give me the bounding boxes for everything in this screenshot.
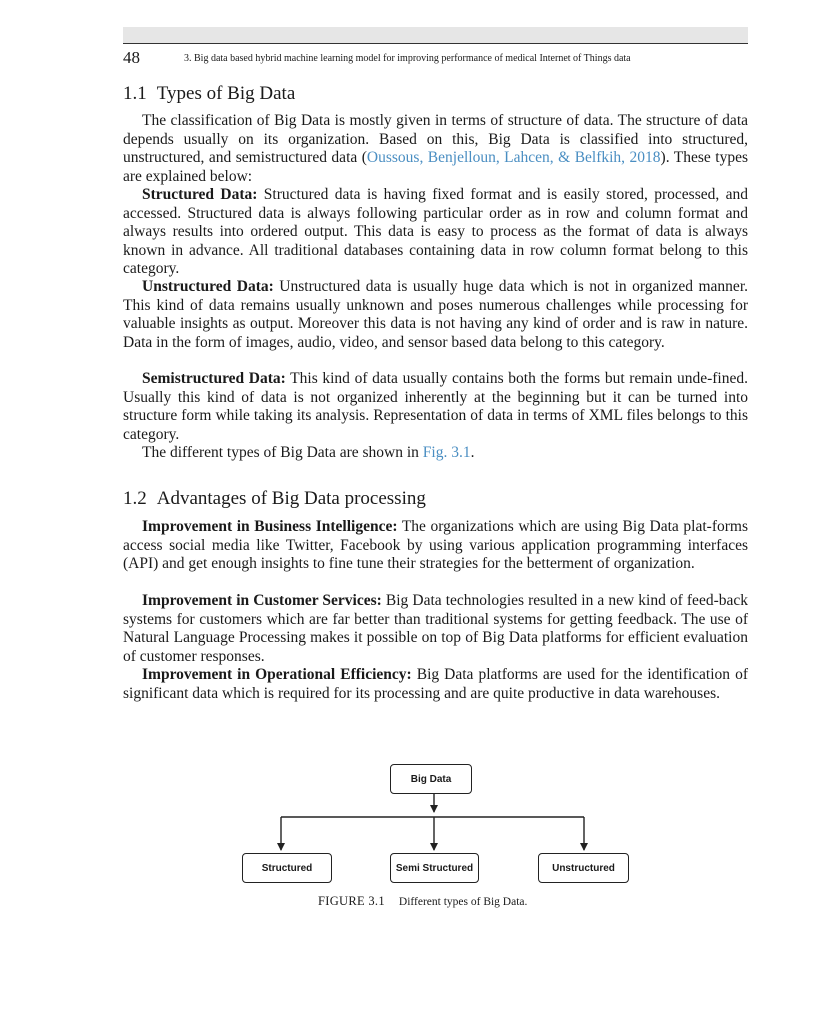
customer-services-text: Big Data technologies resulted in a new kind of feed-back systems for customers which are far better than traditional systems for getting feedback. The use of Natural Language Processing makes it possible on top of Big Data platforms for efficient evaluation of customer responses.	[123, 592, 748, 665]
intro-text-end: ). These types are explained below:	[123, 149, 748, 185]
term-customer-services: Improvement in Customer Services:	[142, 592, 382, 609]
section-number: 1.1	[123, 83, 147, 104]
unstructured-text: Unstructured data is usually huge data which is not in organized manner. This kind of data remains usually unknown and poses numerous challenges while processing for valuable insights as output. Moreover this data is not having any kind of order and is raw in nature. Data in the form of images, audio, video, and sensor based data belong to this category.	[123, 278, 748, 351]
term-business-intelligence: Improvement in Business Intelligence:	[142, 518, 398, 535]
caption-text: Different types of Big Data.	[398, 896, 528, 908]
business-intelligence-text: The organizations which are using Big Data plat-forms access social media like Twitter, Facebook by using various application programming interfaces (API) and get enough insights to fine tune their strategies for the betterment of organization.	[123, 518, 748, 572]
intro-text: The classification of Big Data is mostly given in terms of structure of data. The structure of data depends usually on its organization. Based on this, Big Data is classified into structured, unstructured, and semistructured data (	[123, 112, 748, 166]
figure-ref-end: .	[470, 444, 475, 461]
paragraph-semistructured	[123, 370, 748, 444]
header-bar	[123, 27, 748, 44]
section-title: Types of Big Data	[156, 83, 296, 104]
section-number: 1.2	[123, 488, 147, 509]
figure-caption	[318, 894, 527, 909]
paragraph-unstructured	[123, 278, 748, 352]
paragraph-figure-ref	[123, 444, 748, 463]
term-operational-efficiency: Improvement in Operational Efficiency:	[142, 666, 412, 683]
running-title: 3. Big data based hybrid machine learning model for improving performance of medical Internet of Things data	[184, 53, 631, 64]
citation-link[interactable]: Oussous, Benjelloun, Lahcen, & Belfkih, 2018	[366, 149, 661, 166]
node-structured: Structured	[242, 853, 332, 883]
node-big-data: Big Data	[390, 764, 472, 794]
node-semi-structured: Semi Structured	[390, 853, 479, 883]
figure-ref-text: The different types of Big Data are shown in	[142, 444, 423, 461]
term-unstructured: Unstructured Data:	[142, 278, 274, 295]
figure-link[interactable]: Fig. 3.1	[422, 444, 471, 461]
node-unstructured: Unstructured	[538, 853, 629, 883]
paragraph-structured	[123, 186, 748, 279]
section-title: Advantages of Big Data processing	[156, 488, 426, 509]
caption-label: FIGURE 3.1	[318, 894, 385, 908]
operational-efficiency-text: Big Data platforms are used for the identification of significant data which is required for its processing and are quite productive in data warehouses.	[123, 666, 748, 702]
term-structured: Structured Data:	[142, 186, 258, 203]
section-heading-advantages	[123, 488, 426, 510]
structured-text: Structured data is having fixed format and is easily stored, processed, and accessed. Structured data is always following particular order as in row and column format and always results into ordered output. This data is easy to process as the format of data is always known in advance. All traditional databases containing data in row column format belong to this category.	[123, 186, 748, 277]
running-head	[123, 48, 748, 68]
semistructured-text: This kind of data usually contains both the forms but remain unde-fined. Usually this kind of data is not organized inherently at the beginning but it can be turned into structure form while taking its analysis. Representation of data in terms of XML files belongs to this category.	[123, 370, 748, 443]
paragraph-business-intelligence	[123, 518, 748, 574]
paragraph-customer-services	[123, 592, 748, 666]
section-heading-types	[123, 83, 295, 105]
paragraph-intro	[123, 112, 748, 186]
paragraph-operational-efficiency	[123, 666, 748, 703]
term-semistructured: Semistructured Data:	[142, 370, 286, 387]
page-number: 48	[123, 48, 140, 67]
